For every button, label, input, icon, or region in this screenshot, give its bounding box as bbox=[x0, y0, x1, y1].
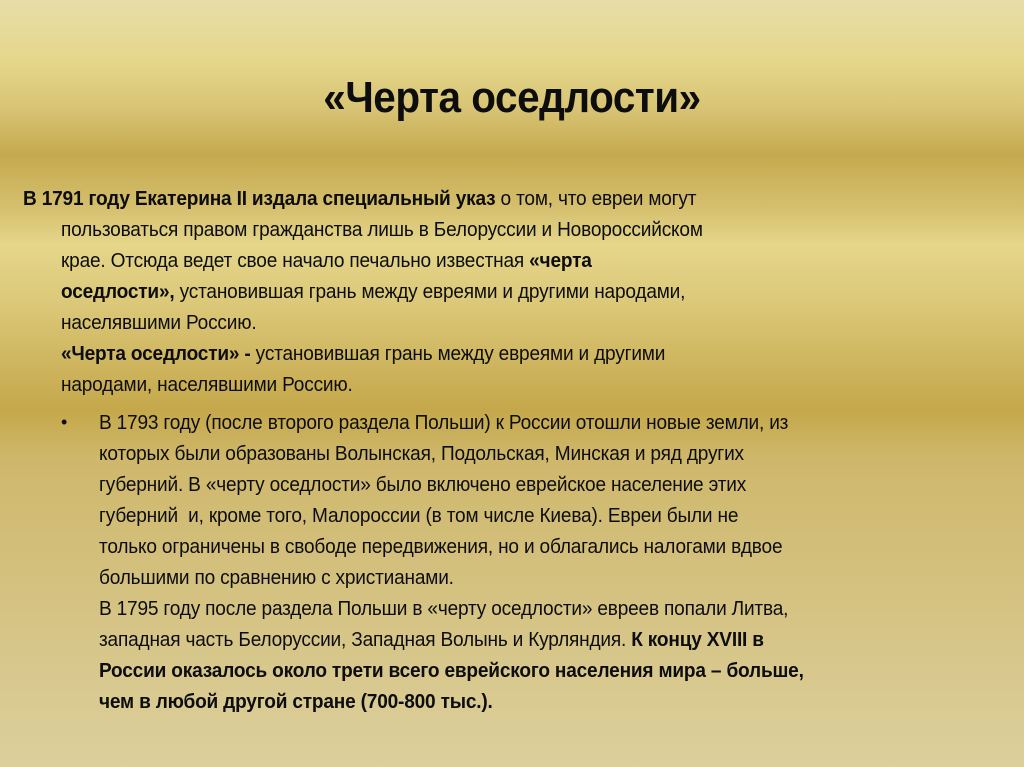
bold-text: оседлости», bbox=[61, 280, 175, 303]
normal-text: крае. Отсюда ведет свое начало печально известная bbox=[61, 249, 530, 272]
normal-text: которых были образованы Волынская, Подольская, Минская и ряд других bbox=[99, 442, 744, 465]
bold-text: России оказалось около трети всего еврейского населения мира – больше, bbox=[99, 659, 804, 682]
text-line bbox=[99, 438, 744, 469]
bold-text: В 1791 году Екатерина II издала специальный указ bbox=[23, 187, 496, 210]
text-line bbox=[61, 369, 353, 400]
slide-body bbox=[23, 183, 961, 717]
text-line bbox=[99, 469, 746, 500]
slide-title: «Черта оседлости» bbox=[323, 73, 701, 122]
paragraph-1791-decree bbox=[23, 183, 961, 400]
text-line bbox=[99, 531, 782, 562]
text-line bbox=[99, 593, 788, 624]
definition-line bbox=[61, 338, 665, 369]
normal-text: народами, населявшими Россию. bbox=[61, 373, 353, 396]
text-line bbox=[61, 276, 685, 307]
normal-text: пользоваться правом гражданства лишь в Белоруссии и Новороссийском bbox=[61, 218, 703, 241]
normal-text: западная часть Белоруссии, Западная Волынь и Курляндия. bbox=[99, 628, 632, 651]
text-line bbox=[61, 214, 703, 245]
text-line bbox=[99, 655, 804, 686]
normal-text: губерний. В «черту оседлости» было включено еврейское население этих bbox=[99, 473, 747, 496]
normal-text: большими по сравнению с христианами. bbox=[99, 566, 454, 589]
text-line bbox=[99, 407, 788, 438]
normal-text: только ограничены в свободе передвижения, но и облагались налогами вдвое bbox=[99, 535, 783, 558]
text-line bbox=[99, 500, 738, 531]
bold-text: чем в любой другой стране (700-800 тыс.). bbox=[99, 690, 493, 713]
text-line bbox=[23, 183, 696, 214]
normal-text: о том, что евреи могут bbox=[495, 187, 697, 210]
normal-text: населявшими Россию. bbox=[61, 311, 257, 334]
normal-text: установившая грань между евреями и другими bbox=[250, 342, 666, 365]
text-line bbox=[61, 245, 592, 276]
normal-text: В 1793 году (после второго раздела Польши) к России отошли новые земли, из bbox=[99, 411, 789, 434]
normal-text: губерний и, кроме того, Малороссии (в том числе Киева). Евреи были не bbox=[99, 504, 739, 527]
bullet-paragraph-1793-1795 bbox=[61, 407, 961, 717]
bullet-icon: • bbox=[61, 412, 68, 432]
text-line bbox=[99, 624, 764, 655]
normal-text: установившая грань между евреями и другими народами, bbox=[174, 280, 686, 303]
bold-text: К концу XVIII в bbox=[631, 628, 764, 651]
text-line bbox=[99, 562, 454, 593]
text-line bbox=[61, 307, 256, 338]
bold-text: «Черта оседлости» - bbox=[61, 342, 251, 365]
text-line bbox=[99, 686, 493, 717]
normal-text: В 1795 году после раздела Польши в «черту оседлости» евреев попали Литва, bbox=[99, 597, 789, 620]
bold-text: «черта bbox=[529, 249, 592, 272]
